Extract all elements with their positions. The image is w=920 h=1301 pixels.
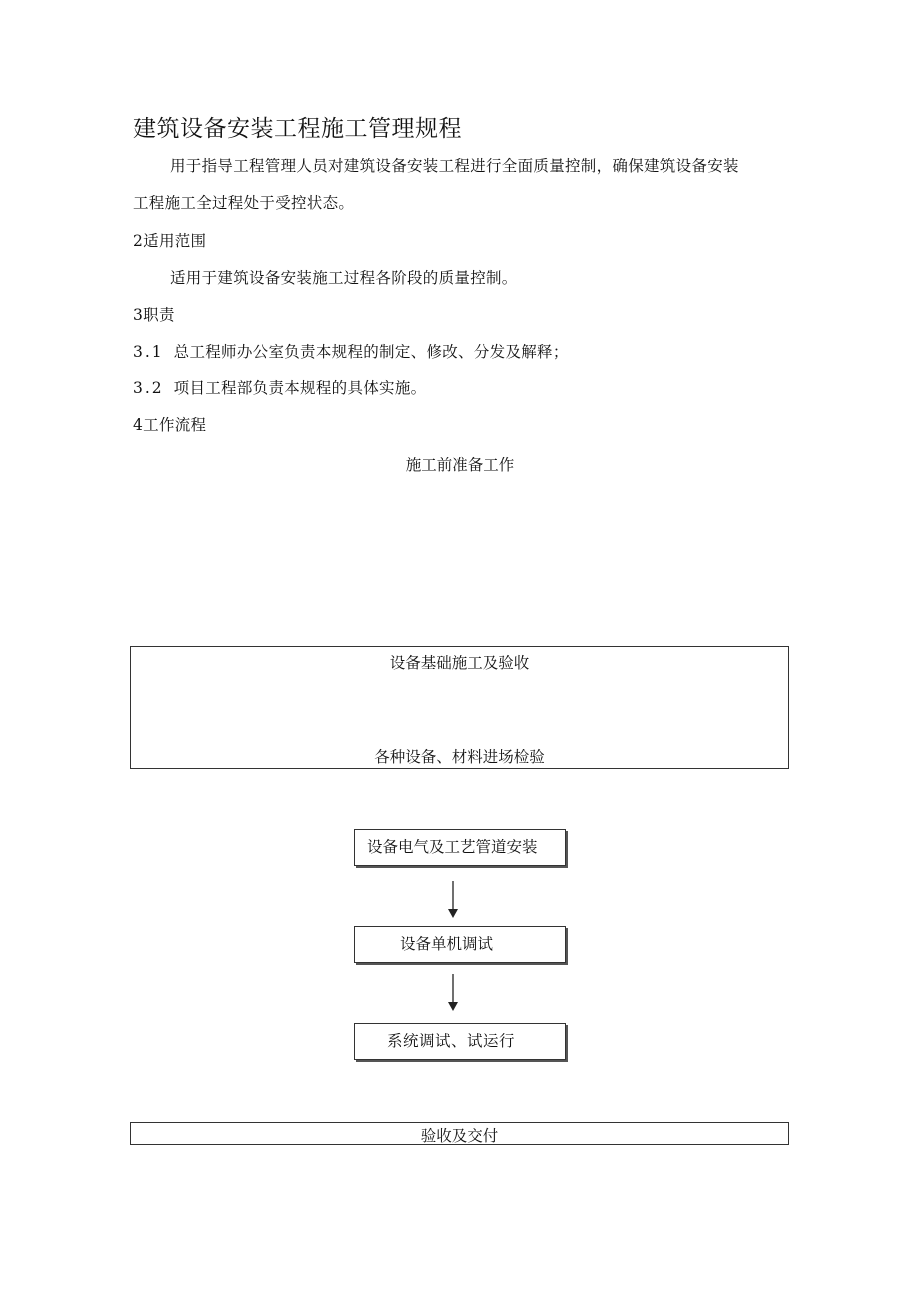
section-heading-scope: 2适用范围: [133, 232, 207, 250]
scope-paragraph: 适用于建筑设备安装施工过程各阶段的质量控制。: [170, 269, 518, 287]
section-heading-responsibilities: 3职责: [133, 306, 175, 324]
flow-step-delivery: 验收及交付: [420, 1127, 499, 1145]
flow-step-preparation: 施工前准备工作: [405, 456, 515, 474]
purpose-paragraph-line-2: 工程施工全过程处于受控状态。: [133, 194, 355, 212]
flow-arrow-down-icon: [445, 974, 461, 1012]
duty-item-2-text: 项目工程部负责本规程的具体实施。: [173, 379, 427, 397]
purpose-paragraph-line-1: 用于指导工程管理人员对建筑设备安装工程进行全面质量控制，确保建筑设备安装: [170, 157, 739, 175]
flow-arrow-down-icon: [445, 881, 461, 919]
flow-step-foundation: 设备基础施工及验收: [389, 654, 530, 672]
duty-item-2-number: 3.2: [133, 379, 164, 397]
flow-box-system-test: [354, 1023, 566, 1060]
flow-step-system-test: 系统调试、试运行: [387, 1032, 516, 1050]
duty-item-1: [133, 340, 569, 362]
duty-item-2: [133, 376, 426, 398]
flow-box-single-machine-test: [354, 926, 566, 963]
duty-item-1-text: 总工程师办公室负责本规程的制定、修改、分发及解释；: [173, 343, 569, 361]
section-heading-workflow: 4工作流程: [133, 416, 207, 434]
duty-item-1-number: 3.1: [133, 343, 164, 361]
flow-box-foundation-and-inspection: [130, 646, 789, 769]
flow-box-delivery: [130, 1122, 789, 1145]
flow-step-material-inspection: 各种设备、材料进场检验: [374, 748, 545, 766]
flow-box-installation: [354, 829, 566, 866]
flow-step-single-machine-test: 设备单机调试: [400, 935, 494, 953]
flow-step-installation: 设备电气及工艺管道安装: [367, 838, 538, 856]
document-title: 建筑设备安装工程施工管理规程: [133, 116, 462, 142]
